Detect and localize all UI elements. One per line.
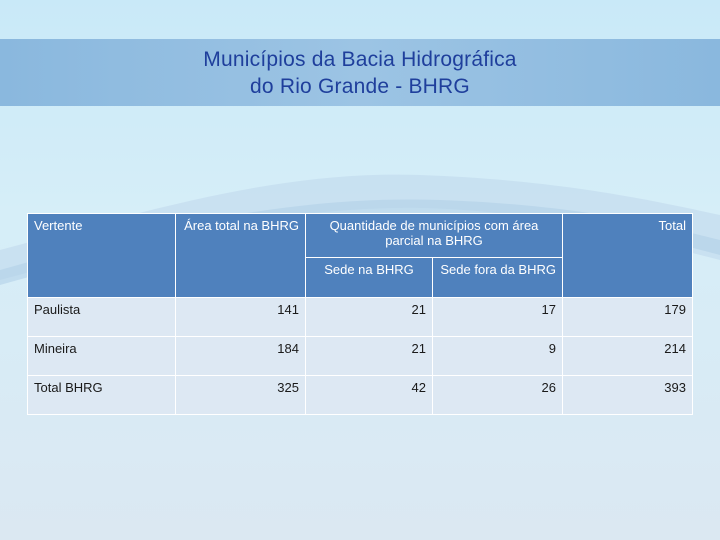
cell-sede-fora: 26 [433, 376, 563, 415]
table-row [28, 376, 693, 415]
cell-sede-na: 21 [306, 298, 433, 337]
municipios-table [27, 213, 693, 415]
title-band [0, 39, 720, 106]
header-area-total: Área total na BHRG [176, 214, 306, 298]
cell-sede-na: 21 [306, 337, 433, 376]
cell-total: 214 [563, 337, 693, 376]
row-label: Total BHRG [28, 376, 176, 415]
header-total: Total [563, 214, 693, 298]
cell-total: 179 [563, 298, 693, 337]
cell-sede-fora: 9 [433, 337, 563, 376]
header-quantidade: Quantidade de municípios com área parcial na BHRG [306, 214, 563, 258]
page-title-line-1: Municípios da Bacia Hidrográfica [203, 47, 517, 71]
table-row [28, 298, 693, 337]
header-sede-na: Sede na BHRG [306, 258, 433, 298]
cell-area-total: 325 [176, 376, 306, 415]
row-label: Mineira [28, 337, 176, 376]
cell-sede-na: 42 [306, 376, 433, 415]
header-vertente: Vertente [28, 214, 176, 298]
cell-area-total: 141 [176, 298, 306, 337]
header-sede-fora: Sede fora da BHRG [433, 258, 563, 298]
page-title-line-2: do Rio Grande - BHRG [250, 74, 470, 98]
row-label: Paulista [28, 298, 176, 337]
cell-area-total: 184 [176, 337, 306, 376]
cell-total: 393 [563, 376, 693, 415]
table-row [28, 337, 693, 376]
cell-sede-fora: 17 [433, 298, 563, 337]
